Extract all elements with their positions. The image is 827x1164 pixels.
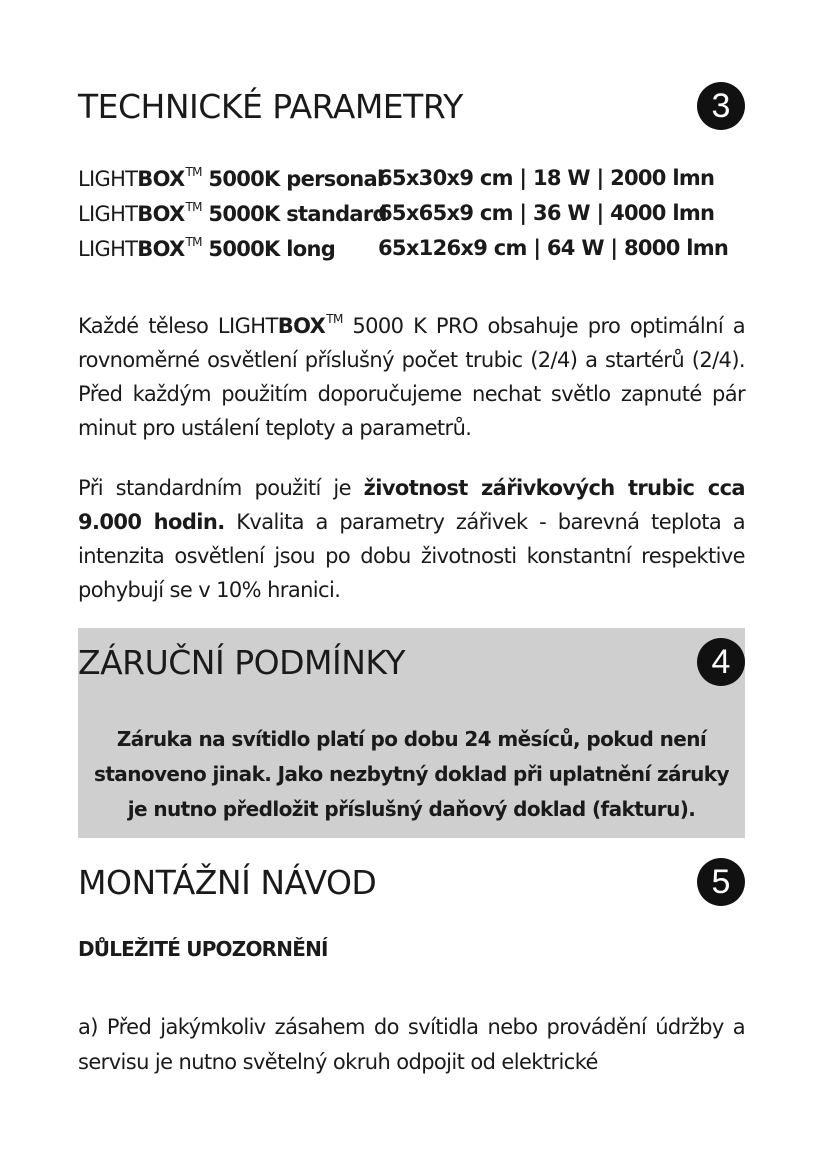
list-item-a: a) Před jakýmkoliv zásahem do svítidla nebo provádění údržby a servisu je nutno světelný okruh odpojit od elektrické [78, 1015, 745, 1074]
important-notice-heading: DŮLEŽITÉ UPOZORNĚNÍ [78, 937, 328, 961]
spec-name: LIGHTBOX™ 5000K personal [78, 164, 384, 191]
spec-list [78, 160, 748, 265]
section-number-badge-5: 5 [697, 858, 745, 906]
spec-values: 65x126x9 cm | 64 W | 8000 lmn [378, 235, 729, 260]
paragraph-lifetime: Při standardním použití je životnost zářivkových trubic cca 9.000 hodin. Kvalita a parametry zářivek - barevná teplota a intenzita osvětlení jsou po dobu životnosti konstantní respektive pohybují se v 10% hranici. [78, 476, 745, 602]
section-title-technical-parameters: TECHNICKÉ PARAMETRY [78, 86, 463, 126]
spec-values: 65x30x9 cm | 18 W | 2000 lmn [378, 165, 715, 190]
section-number-badge-4: 4 [697, 638, 745, 686]
warranty-text: Záruka na svítidlo platí po dobu 24 měsíců, pokud není stanoveno jinak. Jako nezbytný doklad při uplatnění záruky je nutno předložit příslušný daňový doklad (fakturu). [94, 727, 729, 821]
spec-values: 65x65x9 cm | 36 W | 4000 lmn [378, 200, 715, 225]
section-3-header [78, 76, 745, 136]
section-4-header [78, 632, 745, 692]
spec-row [78, 230, 748, 265]
section-title-installation: MONTÁŽNÍ NÁVOD [78, 862, 377, 902]
spec-row [78, 160, 748, 195]
section-number-badge-3: 3 [697, 82, 745, 130]
section-title-warranty: ZÁRUČNÍ PODMÍNKY [78, 642, 406, 682]
spec-name: LIGHTBOX™ 5000K standard [78, 199, 387, 226]
section-5-header [78, 852, 745, 912]
spec-row [78, 195, 748, 230]
paragraph-lightbox-description: Každé těleso LIGHTBOX™ 5000 K PRO obsahuje pro optimální a rovnoměrné osvětlení příslušný počet trubic (2/4) a startérů (2/4). Před každým použitím doporučujeme nechat světlo zapnuté pár minut pro ustálení teploty a parametrů. [78, 312, 746, 440]
spec-name: LIGHTBOX™ 5000K long [78, 234, 336, 261]
